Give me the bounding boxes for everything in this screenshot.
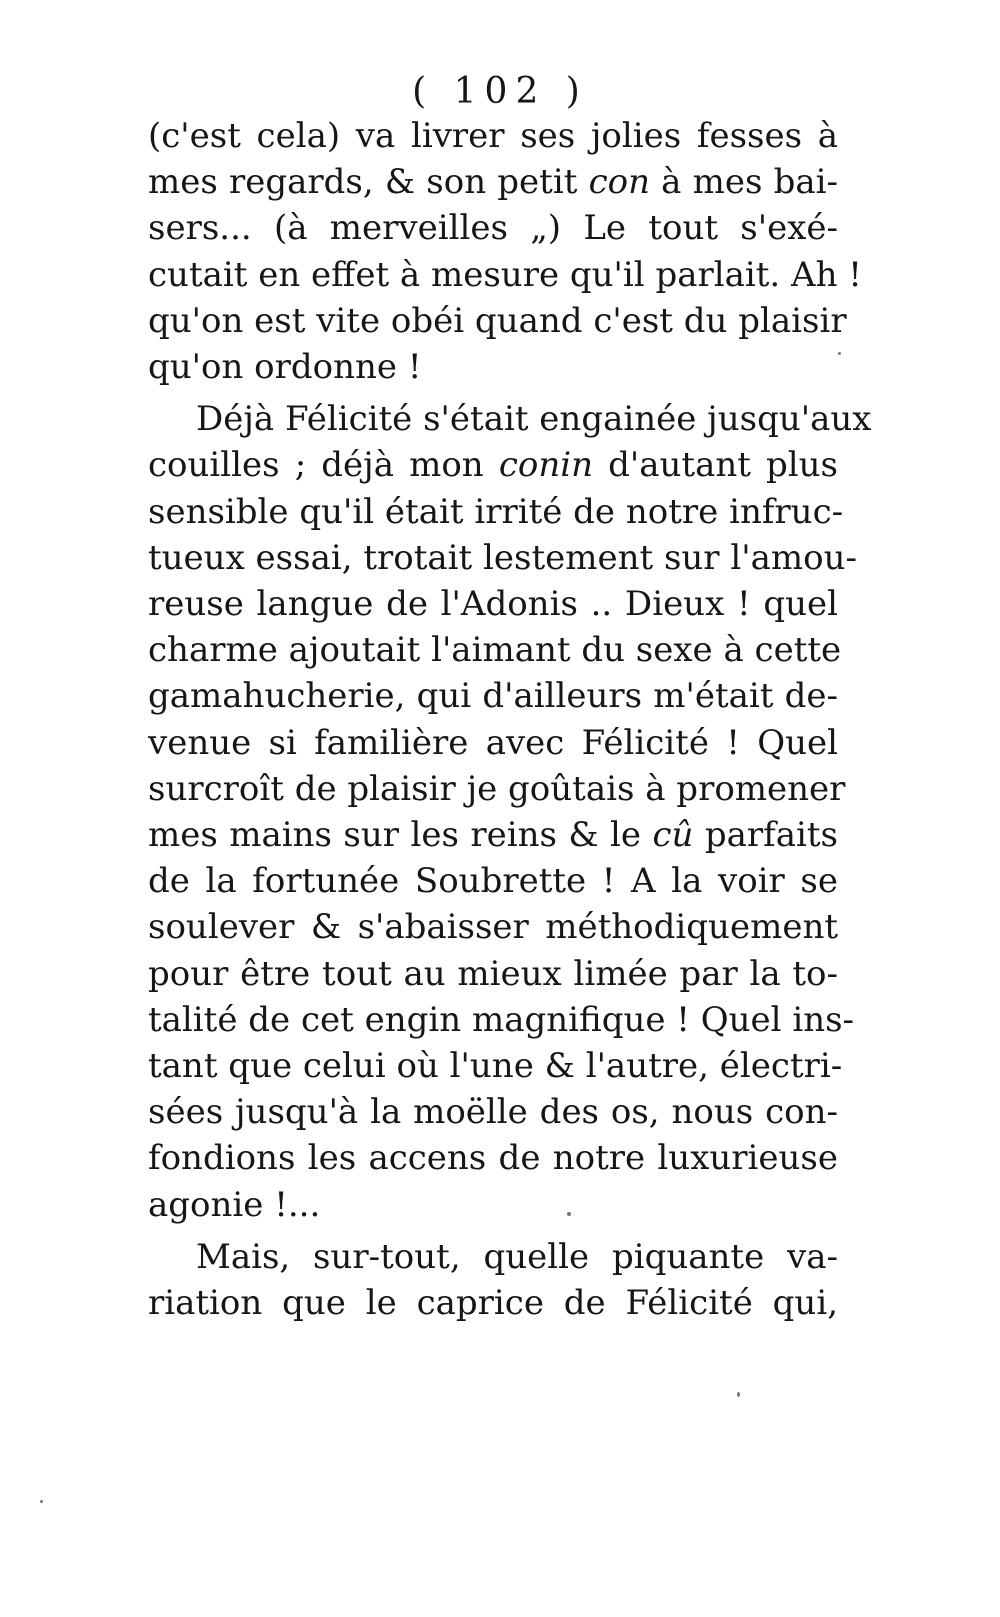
scan-speck [838, 352, 841, 355]
page-number: ( 102 ) [412, 71, 588, 112]
text-line: sées jusqu'à la moëlle des os, nous con- [148, 1092, 838, 1132]
text-line: reuse langue de l'Adonis .. Dieux ! quel [148, 584, 838, 624]
text-line [148, 441, 838, 489]
italic-word: con [588, 162, 650, 202]
text-line: Déjà Félicité s'était engainée jusqu'aux [196, 399, 872, 439]
text-segment: parfaits [693, 815, 838, 855]
text-segment: couilles ; déjà mon [148, 445, 499, 485]
scan-speck [567, 1212, 571, 1216]
text-segment: d'autant plus [593, 445, 839, 485]
text-line: (c'est cela) va livrer ses jolies fesses à [148, 116, 838, 156]
text-line: agonie !... [148, 1185, 321, 1225]
text-line [148, 811, 838, 859]
text-line: tueux essai, trotait lestement sur l'amou- [148, 538, 857, 578]
text-line: talité de cet engin magnifique ! Quel ins- [148, 1000, 855, 1040]
text-line: surcroît de plaisir je goûtais à promener [148, 769, 846, 809]
text-line: de la fortunée Soubrette ! A la voir se [148, 861, 838, 901]
text-line: venue si familière avec Félicité ! Quel [148, 723, 838, 763]
italic-word: conin [498, 445, 594, 485]
text-line: gamahucherie, qui d'ailleurs m'était de- [148, 676, 838, 716]
text-line: cutait en effet à mesure qu'il parlait. Ah ! [148, 255, 862, 295]
scan-speck [737, 1392, 740, 1397]
text-line: soulever & s'abaisser méthodiquement [148, 907, 838, 947]
text-line [148, 158, 838, 206]
text-line: pour être tout au mieux limée par la to- [148, 954, 838, 994]
text-line: riation que le caprice de Félicité qui, [148, 1283, 838, 1323]
italic-word: cû [652, 815, 694, 855]
text-line: Mais, sur-tout, quelle piquante va- [196, 1237, 838, 1277]
text-segment: à mes bai- [649, 162, 838, 202]
text-line: sensible qu'il était irrité de notre infruc- [148, 492, 844, 532]
text-line: sers... (à merveilles „) Le tout s'exé- [148, 208, 838, 248]
text-line: qu'on est vite obéi quand c'est du plaisir [148, 301, 847, 341]
text-line: charme ajoutait l'aimant du sexe à cette [148, 630, 842, 670]
scan-speck [40, 1500, 43, 1503]
text-segment: mes regards, & son petit [148, 162, 589, 202]
text-segment: mes mains sur les reins & le [148, 815, 653, 855]
text-line: qu'on ordonne ! [148, 347, 422, 387]
text-line: fondions les accens de notre luxurieuse [148, 1138, 838, 1178]
text-line: tant que celui où l'une & l'autre, électri- [148, 1046, 843, 1086]
